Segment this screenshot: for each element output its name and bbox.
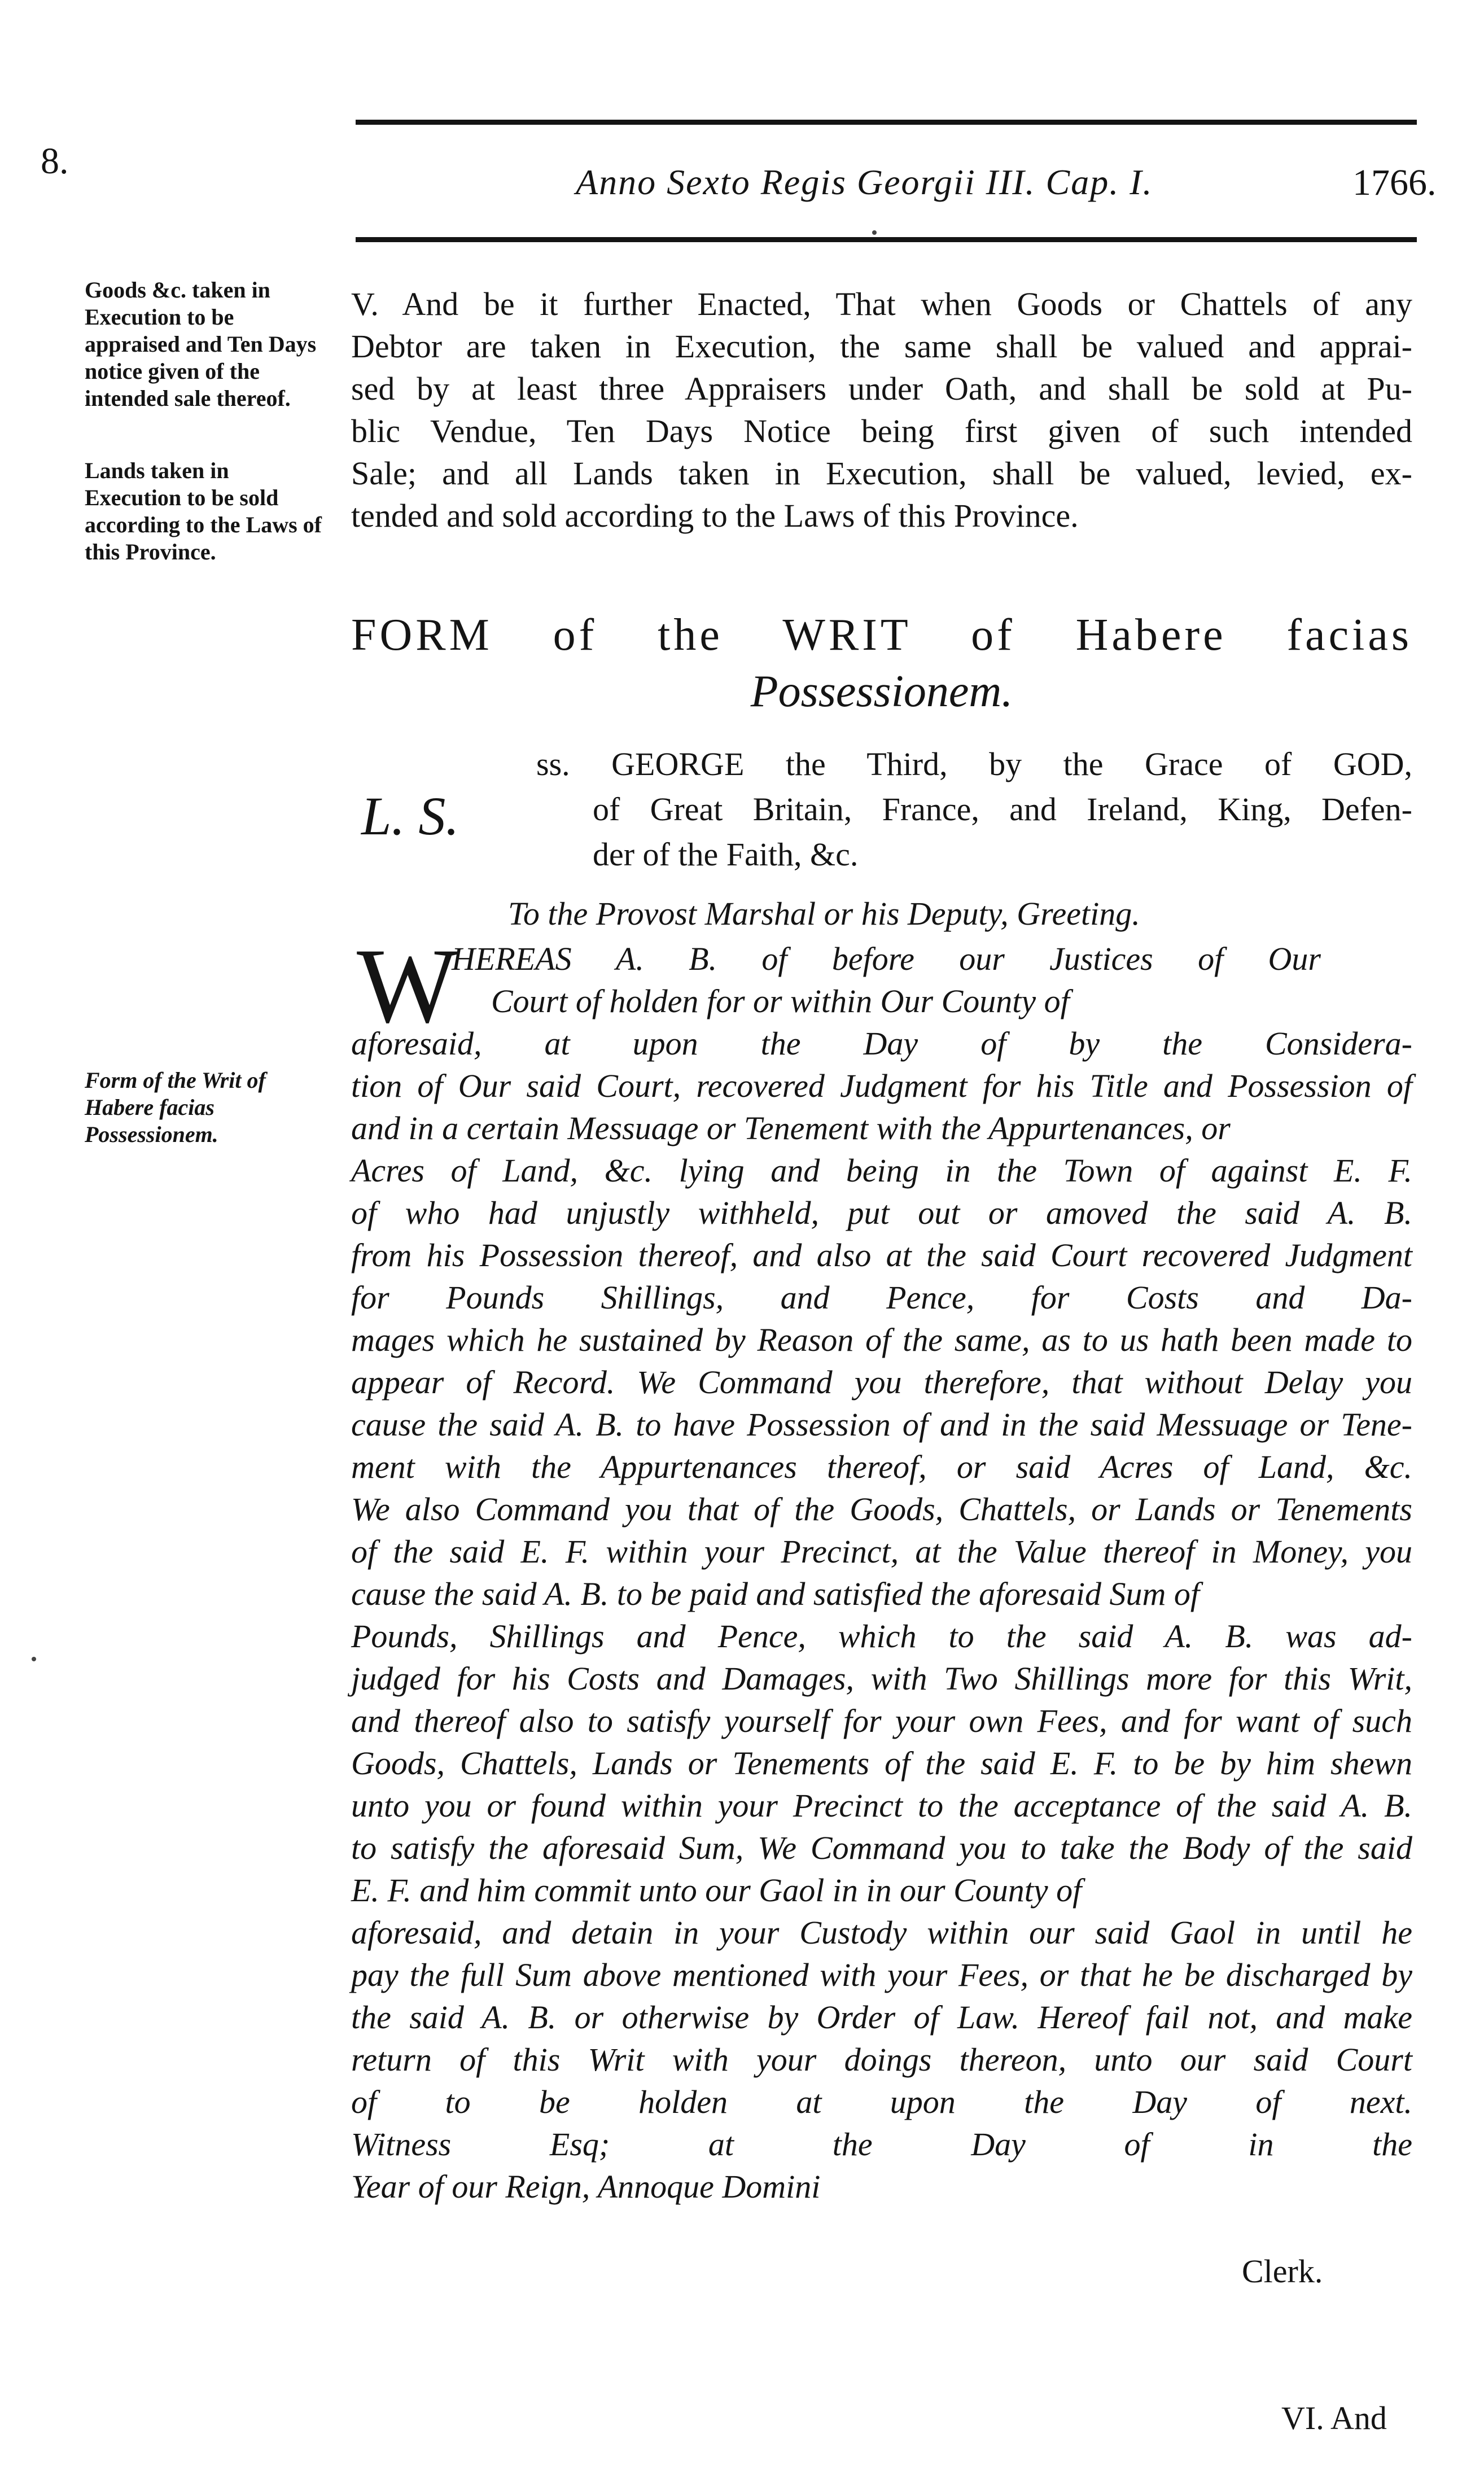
writ-line: the said A. B. or otherwise by Order of Law. Hereof fail not, and make xyxy=(351,1999,1412,2036)
catchword: VI. And xyxy=(1281,2400,1387,2436)
writ-line: cause the said A. B. to have Possession of and in the said Messuage or Tene- xyxy=(351,1406,1412,1443)
margin-note-goods: Goods &c. taken in Execution to be appraised and Ten Days notice given of the intended sale thereof. xyxy=(85,277,317,411)
running-header-title: Anno Sexto Regis Georgii III. Cap. I. xyxy=(576,162,1153,202)
margin-note-lands: Lands taken in Execution to be sold according to the Laws of this Province. xyxy=(85,458,322,564)
salutation-line: ss. GEORGE the Third, by the Grace of GOD, xyxy=(536,746,1412,782)
page-number: 8. xyxy=(41,141,69,182)
writ-line: and in a certain Messuage or Tenement with the Appurtenances, or xyxy=(351,1110,1231,1146)
writ-line: appear of Record. We Command you therefore, that without Delay you xyxy=(351,1364,1412,1401)
writ-line: We also Command you that of the Goods, Chattels, or Lands or Tenements xyxy=(351,1491,1412,1528)
section-v-line: Sale; and all Lands taken in Execution, shall be valued, levied, ex- xyxy=(351,455,1412,492)
writ-line: mages which he sustained by Reason of the same, as to us hath been made to xyxy=(351,1321,1412,1358)
writ-line: ment with the Appurtenances thereof, or said Acres of Land, &c. xyxy=(351,1449,1412,1485)
writ-line: return of this Writ with your doings thereon, unto our said Court xyxy=(351,2041,1412,2078)
drop-cap: W xyxy=(357,927,458,1045)
clerk-signature-label: Clerk. xyxy=(1242,2253,1323,2290)
writ-line: Witness Esq; at the Day of in the xyxy=(351,2126,1412,2163)
section-v-line: blic Vendue, Ten Days Notice being first given of such intended xyxy=(351,413,1412,449)
writ-line: Acres of Land, &c. lying and being in the Town of against E. F. xyxy=(351,1152,1412,1189)
writ-line: and thereof also to satisfy yourself for your own Fees, and for want of such xyxy=(351,1703,1412,1739)
header-rule-bottom xyxy=(356,237,1417,242)
seal-mark: L. S. xyxy=(361,786,459,846)
salutation-line: of Great Britain, France, and Ireland, King, Defen- xyxy=(593,791,1412,828)
margin-note-form: Form of the Writ of Habere facias Possessionem. xyxy=(85,1067,266,1147)
form-title: FORM of the WRIT of Habere facias xyxy=(351,610,1412,660)
writ-line: cause the said A. B. to be paid and satisfied the aforesaid Sum of xyxy=(351,1576,1200,1612)
section-v-line: sed by at least three Appraisers under Oath, and shall be sold at Pu- xyxy=(351,370,1412,407)
writ-line: of who had unjustly withheld, put out or amoved the said A. B. xyxy=(351,1194,1412,1231)
writ-line: Pounds, Shillings and Pence, which to the said A. B. was ad- xyxy=(351,1618,1412,1655)
writ-line: from his Possession thereof, and also at the said Court recovered Judgment xyxy=(351,1237,1412,1274)
writ-line: to satisfy the aforesaid Sum, We Command you to take the Body of the said xyxy=(351,1830,1412,1866)
writ-line: of to be holden at upon the Day of next. xyxy=(351,2084,1412,2120)
writ-line: for Pounds Shillings, and Pence, for Costs and Da- xyxy=(351,1279,1412,1316)
writ-line: E. F. and him commit unto our Gaol in in our County of xyxy=(351,1872,1082,1909)
section-v-line: Debtor are taken in Execution, the same shall be valued and apprai- xyxy=(351,328,1412,365)
writ-line: HEREAS A. B. of before our Justices of Our xyxy=(452,940,1321,977)
section-v-line: V. And be it further Enacted, That when Goods or Chattels of any xyxy=(351,286,1412,322)
writ-line: Court of holden for or within Our County of xyxy=(491,983,1070,1019)
writ-line: of the said E. F. within your Precinct, at the Value thereof in Money, you xyxy=(351,1533,1412,1570)
running-header-year: 1766. xyxy=(1352,162,1437,203)
writ-address: To the Provost Marshal or his Deputy, Greeting. xyxy=(508,895,1140,932)
writ-line: aforesaid, at upon the Day of by the Considera- xyxy=(351,1025,1412,1062)
section-v-line: tended and sold according to the Laws of this Province. xyxy=(351,497,1079,534)
ink-speck xyxy=(32,1657,36,1661)
writ-line: pay the full Sum above mentioned with your Fees, or that he be discharged by xyxy=(351,1957,1412,1993)
writ-line: Goods, Chattels, Lands or Tenements of the said E. F. to be by him shewn xyxy=(351,1745,1412,1782)
writ-line: aforesaid, and detain in your Custody within our said Gaol in until he xyxy=(351,1914,1412,1951)
header-rule-top xyxy=(356,120,1417,125)
writ-line: unto you or found within your Precinct to the acceptance of the said A. B. xyxy=(351,1787,1412,1824)
writ-line: Year of our Reign, Annoque Domini xyxy=(351,2168,821,2205)
writ-line: judged for his Costs and Damages, with Two Shillings more for this Writ, xyxy=(351,1660,1412,1697)
ink-speck xyxy=(872,230,877,235)
form-title-subtitle: Possessionem. xyxy=(750,667,1013,716)
writ-line: tion of Our said Court, recovered Judgment for his Title and Possession of xyxy=(351,1067,1412,1104)
salutation-line: der of the Faith, &c. xyxy=(593,836,859,873)
